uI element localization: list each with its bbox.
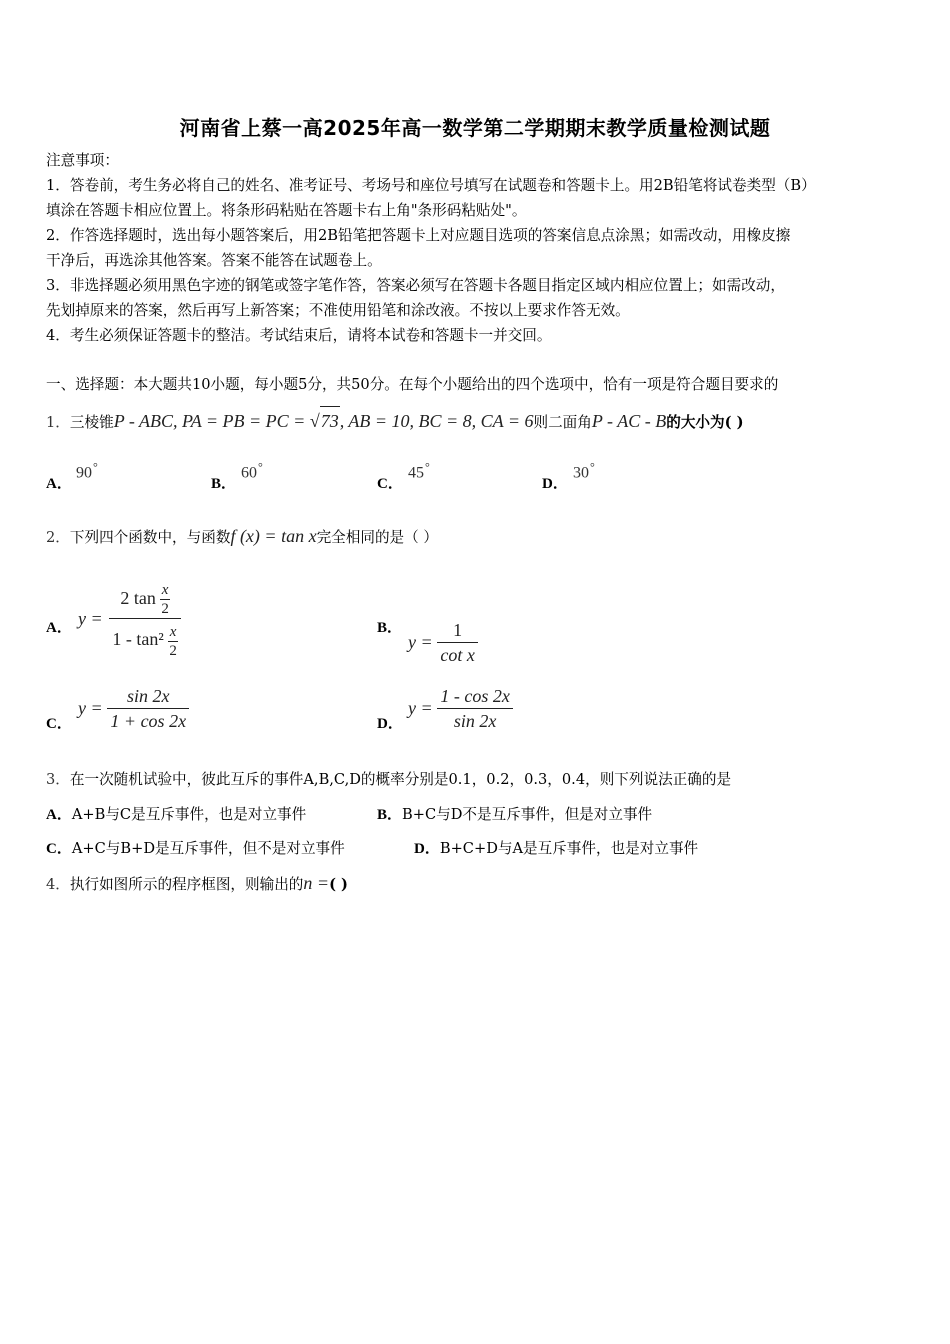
notice-line: 干净后，再选涂其他答案。答案不能答在试题卷上。 xyxy=(46,252,382,269)
question-number: 3． xyxy=(46,771,70,788)
question-number: 4． xyxy=(46,876,70,893)
sqrt-symbol: √ xyxy=(309,411,320,431)
question-text: 完全相同的是（ ） xyxy=(316,529,438,546)
notice-line: 先划掉原来的答案，然后再写上新答案；不准使用铅笔和涂改液。不按以上要求作答无效。 xyxy=(46,302,630,319)
option-a[interactable]: A． xyxy=(46,620,72,636)
math-expression: P - AC - B xyxy=(591,411,667,431)
math-expression: f (x) = tan x xyxy=(230,526,317,546)
math-expression: n = xyxy=(303,873,330,893)
option-a-value: 90° xyxy=(76,460,98,482)
option-b-formula: y = $\frac{1}{\text{cot x}}$ xyxy=(408,618,478,667)
page-title: 河南省上蔡一高2025年高一数学第二学期期末教学质量检测试题 xyxy=(179,116,771,140)
question-number: 2． xyxy=(46,529,70,546)
notice-line: 1．答卷前，考生务必将自己的姓名、准考证号、考场号和座位号填写在试题卷和答题卡上。用2B铅笔将试卷类型（B） xyxy=(46,177,816,194)
option-c-formula: y = $\frac{\sin 2x}{1 + \cos 2x}$ xyxy=(78,684,189,733)
option-b[interactable]: B．B+C与D不是互斥事件，但是对立事件 xyxy=(377,806,653,823)
question-text: 的大小为( ) xyxy=(666,414,744,431)
option-a-formula: y = 2 tan $\frac{x}{2}$ 1 - tan² $\frac{x}{2}$ xyxy=(78,578,181,660)
question-2 xyxy=(46,522,438,552)
option-d[interactable]: D．B+C+D与A是互斥事件，也是对立事件 xyxy=(414,840,699,857)
question-3 xyxy=(46,770,731,790)
section-heading: 一、选择题：本大题共10小题，每小题5分，共50分。在每个小题给出的四个选项中，恰有一项是符合题目要求的 xyxy=(46,376,779,393)
option-b[interactable]: B． xyxy=(377,620,403,636)
question-text: ( ) xyxy=(329,876,348,893)
question-text: 则二面角 xyxy=(533,414,592,431)
option-c[interactable]: C． xyxy=(46,716,72,732)
question-text: 下列四个函数中，与函数 xyxy=(69,529,231,546)
option-text: A+B与C是互斥事件，也是对立事件 xyxy=(71,806,307,823)
question-4 xyxy=(46,871,348,897)
question-1 xyxy=(46,406,744,437)
notice-line: 2．作答选择题时，选出每小题答案后，用2B铅笔把答题卡上对应题目选项的答案信息点涂黑；如需改动，用橡皮擦 xyxy=(46,227,791,244)
option-a[interactable]: A．A+B与C是互斥事件，也是对立事件 xyxy=(46,806,307,823)
question-text: 执行如图所示的程序框图，则输出的 xyxy=(69,876,304,893)
question-number: 1． xyxy=(46,414,70,431)
option-b[interactable]: B． xyxy=(211,476,237,492)
notice-heading: 注意事项： xyxy=(46,152,119,169)
notice-line: 填涂在答题卡相应位置上。将条形码粘贴在答题卡右上角"条形码粘贴处"。 xyxy=(46,202,527,219)
question-text: 三棱锥 xyxy=(69,414,114,431)
option-d-value: 30° xyxy=(573,460,595,482)
option-c[interactable]: C．A+C与B+D是互斥事件，但不是对立事件 xyxy=(46,840,345,857)
notice-line: 3．非选择题必须用黑色字迹的钢笔或签字笔作答，答案必须写在答题卡各题目指定区域内相应位置上；如需改动， xyxy=(46,277,785,294)
question-text: 在一次随机试验中，彼此互斥的事件A,B,C,D的概率分别是0.1，0.2，0.3，0.4，则下列说法正确的是 xyxy=(69,771,732,788)
option-c[interactable]: C． xyxy=(377,476,403,492)
option-text: B+C与D不是互斥事件，但是对立事件 xyxy=(402,806,653,823)
option-text: B+C+D与A是互斥事件，也是对立事件 xyxy=(439,840,699,857)
notice-line: 4．考生必须保证答题卡的整洁。考试结束后，请将本试卷和答题卡一并交回。 xyxy=(46,327,552,344)
option-d[interactable]: D． xyxy=(377,716,403,732)
option-text: A+C与B+D是互斥事件，但不是对立事件 xyxy=(71,840,345,857)
option-d[interactable]: D． xyxy=(542,476,568,492)
option-d-formula: y = $\frac{1 - \cos 2x}{\sin 2x}$ xyxy=(408,684,513,733)
option-b-value: 60° xyxy=(241,460,263,482)
math-expression: P - ABC, PA = PB = PC = √73, AB = 10, BC = 8, CA = 6 xyxy=(114,411,534,431)
option-c-value: 45° xyxy=(408,460,430,482)
option-a[interactable]: A． xyxy=(46,476,72,492)
